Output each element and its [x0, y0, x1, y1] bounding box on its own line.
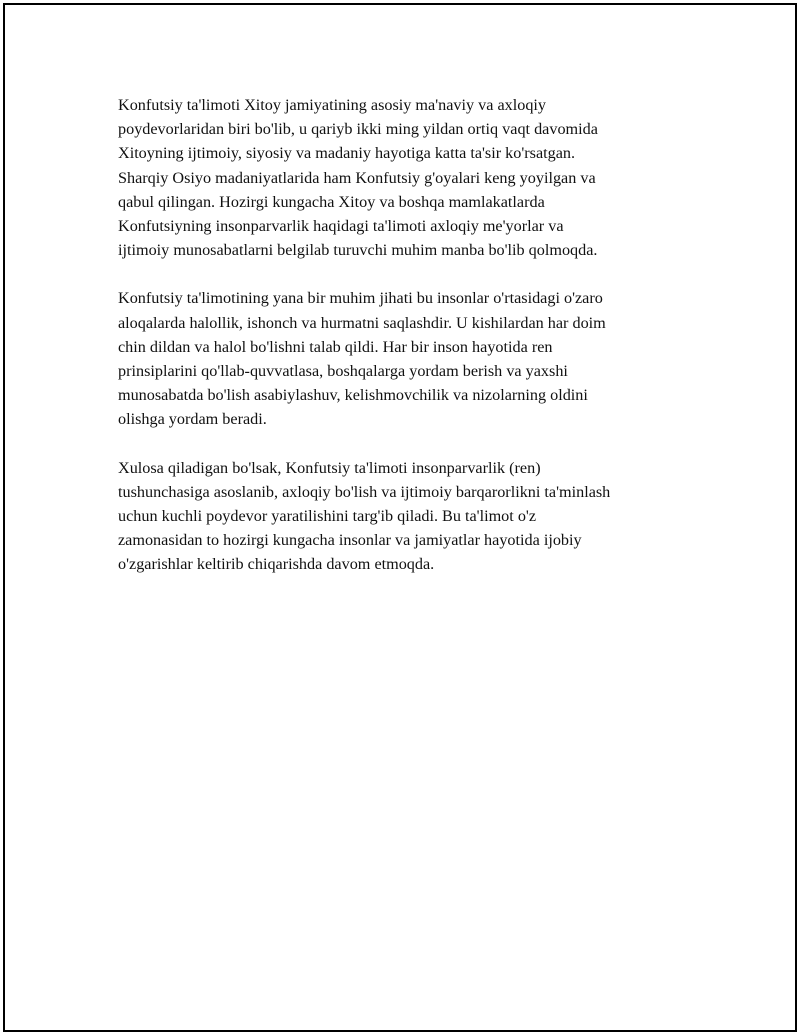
document-body [118, 93, 688, 601]
paragraph-1: Konfutsiy ta'limoti Xitoy jamiyatining asosiy ma'naviy va axloqiy poydevorlaridan biri bo'lib, u qariyb ikki ming yildan ortiq vaqt davomida Xitoyning ijtimoiy, siyosiy va madaniy hayotiga katta ta'sir ko'rsatgan. Sharqiy Osiyo madaniyatlarida ham Konfutsiy g'oyalari keng yoyilgan va qabul qilingan. Hozirgi kungacha Xitoy va boshqa mamlakatlarda Konfutsiyning insonparvarlik haqidagi ta'limoti axloqiy me'yorlar va ijtimoiy munosabatlarni belgilab turuvchi muhim manba bo'lib qolmoqda. [118, 96, 598, 260]
paragraph-2: Konfutsiy ta'limotining yana bir muhim jihati bu insonlar o'rtasidagi o'zaro aloqalarda halollik, ishonch va hurmatni saqlashdir. U kishilardan har doim chin dildan va halol bo'lishni talab qildi. Har bir inson hayotida ren prinsiplarini qo'llab-quvvatlasa, boshqalarga yordam berish va yaxshi munosabatda bo'lish asabiylashuv, kelishmovchilik va nizolarning oldini olishga yordam beradi. [118, 289, 606, 429]
paragraph-3: Xulosa qiladigan bo'lsak, Konfutsiy ta'limoti insonparvarlik (ren) tushunchasiga asoslanib, axloqiy bo'lish va ijtimoiy barqarorlikni ta'minlash uchun kuchli poydevor yaratilishini targ'ib qiladi. Bu ta'limot o'z zamonasidan to hozirgi kungacha insonlar va jamiyatlar hayotida ijobiy o'zgarishlar keltirib chiqarishda davom etmoqda. [118, 458, 611, 574]
